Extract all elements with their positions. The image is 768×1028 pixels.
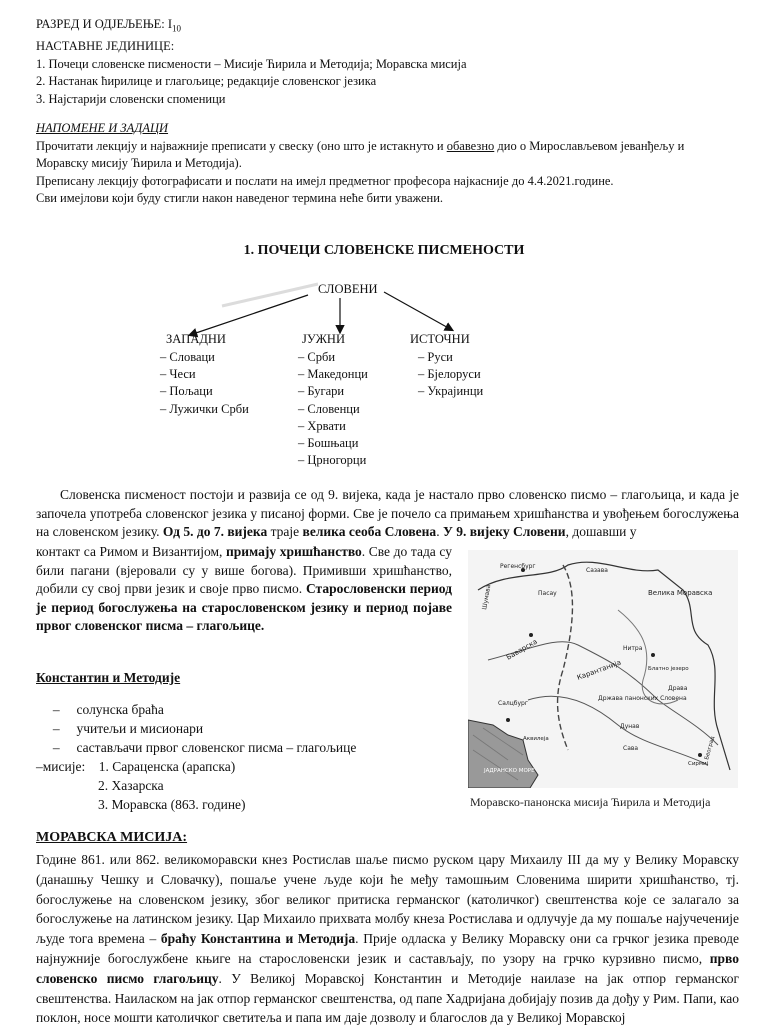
missions-row: –мисије: 1. Сараценска (арапска)	[36, 759, 236, 774]
tree-east-label: ИСТОЧНИ	[410, 332, 470, 346]
tree-west-label: ЗАПАДНИ	[166, 332, 226, 346]
moravian-heading: МОРАВСКА МИСИЈА:	[36, 830, 188, 845]
map-label: Карантанија	[575, 658, 623, 682]
unit-item: 2. Настанак ћирилице и глагољице; редакције словенског језика	[36, 74, 377, 88]
map-label: Баварска	[505, 637, 539, 662]
tree-east-list	[418, 349, 483, 401]
notes-section	[36, 120, 736, 208]
mission-map	[468, 550, 738, 788]
grade-line: РАЗРЕД И ОДЈЕЉЕЊЕ: $I_{10}$	[36, 17, 181, 34]
map-label: Сава	[623, 745, 639, 752]
map-label: Велика Моравска	[648, 589, 713, 597]
notes-paragraph: Сви имејлови који буду стигли након наведеног термина неће бити уважени.	[36, 191, 444, 205]
unit-item: 1. Почеци словенске писмености – Мисије Ћирила и Методија; Моравска мисија	[36, 56, 467, 71]
map-label: Драва	[668, 685, 688, 692]
list-item: – Лужички Срби	[160, 401, 249, 416]
list-item: – Црногорци	[298, 453, 367, 468]
list-item: – Хрвати	[298, 418, 346, 433]
unit-item: 3. Најстарији словенски споменици	[36, 91, 226, 106]
map-label: Шумава	[481, 584, 493, 611]
map-label: Пасау	[538, 590, 557, 597]
map-label: Нитра	[623, 645, 643, 652]
tree-root: СЛОВЕНИ	[318, 282, 378, 296]
map-caption: Моравско-панонска мисија Ћирила и Методија	[470, 795, 711, 809]
list-item: – Украјинци	[418, 384, 484, 399]
list-item: – Словенци	[298, 401, 360, 416]
map-label: Београд	[704, 735, 717, 761]
mission-item: 2. Хазарска	[98, 778, 164, 793]
list-item: – Пољаци	[160, 384, 213, 399]
units-label: НАСТАВНЕ ЈЕДИНИЦЕ:	[36, 39, 175, 53]
list-item: – солунска браћа	[36, 702, 164, 717]
list-item: – Словаци	[160, 350, 215, 364]
list-item: – састављачи првог словенског писма – глагољице	[36, 740, 357, 755]
list-item: – Бјелоруси	[418, 367, 481, 382]
list-item: – Македонци	[298, 367, 368, 382]
list-item: – Бугари	[298, 384, 345, 399]
mission-item: 3. Моравска (863. године)	[98, 797, 246, 812]
moravian-paragraph: Године 861. или 862. великоморавски кнез Ростислав шаље писмо руском цару Михаилу III да му у Велику Моравску (данашњу Чешку и Словачку), пошаље учене људе који ће међу тамошњим Словенима ширити хришћанство, тј. богослужење на словенском језику, због великог притиска германског (католичког) свештенства које се залагало за богослужење на латинском језику. Цар Михаило прихвата молбу кнеза Ростислава и одлучује да му пошаље најучеченије људе тога времена – браћу Константина и Методија. Прије одласка у Велику Моравску они са грчког језика преводе најнужније богослужбене књиге на старословенски језик и састављају, по узору на грчко курзивно писмо, прво словенско писмо глагољицу. У Великој Моравској Константин и Методије наилазе на јак отпор германског свештенства. Наиласком на јак отпор германског свештенства, од папе Хадријана добијају позив да дођу у Рим. Папи, као поклон, носе мошти католичког светитеља и папа им даје дозволу и благослов да у Великој Моравској	[36, 852, 740, 1026]
map-label: Сазава	[586, 567, 608, 574]
list-item: – Руси	[418, 350, 453, 364]
document-header	[36, 16, 467, 108]
map-label: Сирмиј	[688, 761, 709, 767]
notes-paragraph: Прочитати лекцију и најважније преписати у свеску (оно што је истакнуто и обавезно дио о Мирослављевом јеванђељу и Моравску мисију Ћирила и Методија).	[36, 138, 685, 170]
map-drawing	[468, 550, 738, 788]
map-label: Регенсбург	[500, 563, 536, 570]
brothers-heading: Константин и Методије	[36, 670, 181, 685]
tree-south-list	[298, 349, 368, 469]
map-label: Салцбург	[498, 700, 528, 707]
slavs-tree-diagram	[0, 280, 768, 470]
notes-paragraph: Преписану лекцију фотографисати и послати на имејл предметног професора најкасније до 4.4.2021.године.	[36, 173, 614, 188]
notes-heading: НАПОМЕНЕ И ЗАДАЦИ	[36, 121, 169, 135]
map-label: Држава панонских Словена	[598, 695, 687, 702]
column-paragraph: контакт са Римом и Византијом, примају хришћанство. Све до тада су били пагани (вјеровали су у више богова). Примивши хришћанство, добили су свој први језик и своје прво писмо. Старословенски период је период богослужења на старословенском језику и период појаве првог словенског писма – глагољице.	[36, 544, 453, 633]
list-item: – учитељи и мисионари	[36, 721, 204, 736]
map-label: Дунав	[620, 723, 640, 730]
list-item: – Срби	[298, 350, 336, 364]
map-label: ЈАДРАНСКО МОРЕ	[484, 768, 535, 774]
list-item: – Бошњаци	[298, 436, 359, 451]
section-title: 1. ПОЧЕЦИ СЛОВЕНСКЕ ПИСМЕНОСТИ	[243, 243, 525, 258]
list-item: – Чеси	[160, 367, 196, 382]
tree-west-list	[160, 349, 249, 418]
tree-arrows	[0, 280, 768, 470]
brothers-list	[36, 700, 356, 814]
tree-south-label: ЈУЖНИ	[302, 332, 345, 346]
map-label: Блатно језеро	[648, 666, 689, 672]
map-label: Аквилеја	[523, 736, 549, 742]
intro-paragraph: Словенска писменост постоји и развија се од 9. вијека, када је настало прво словенско писмо – глагољица, и када је започела употреба словенског језика у писаној форми. Све је почело са примањем хришћанства и увођењем богослужења на словенском језику. Од 5. до 7. вијека траје велика сеоба Словена. У 9. вијеку Словени, дошавши у	[36, 487, 739, 539]
